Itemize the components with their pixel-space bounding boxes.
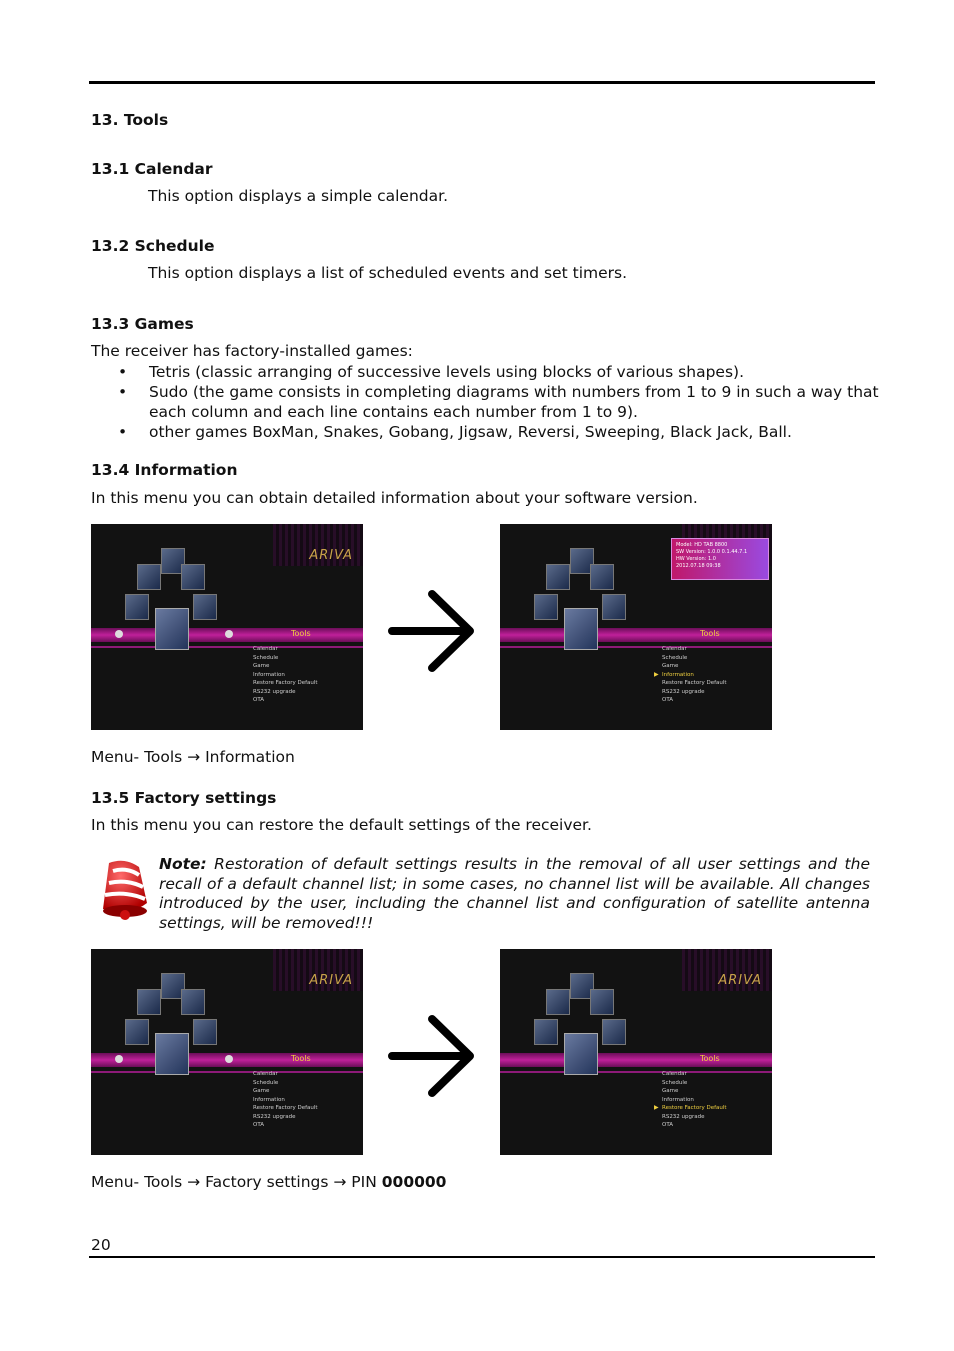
menu-item: Game [662, 1088, 679, 1094]
tile-icon [125, 1019, 149, 1045]
menu-item: Information [253, 671, 285, 678]
tile-icon [590, 564, 614, 590]
screenshot-factory-default [500, 949, 772, 1155]
menu-item: OTA [662, 697, 674, 703]
footer-rule [89, 1256, 875, 1258]
factory-caption: Menu- Tools → Factory settings → PIN 000000 [91, 1173, 447, 1191]
tile-icon [193, 1019, 217, 1045]
menu-item: Information [253, 1096, 285, 1103]
nav-right-icon [225, 1055, 233, 1063]
menu-item: RS232 upgrade [253, 1113, 296, 1120]
tools-label: Tools [700, 1054, 720, 1063]
menu-item: Calendar [253, 646, 278, 652]
section-title-factory: 13.5 Factory settings [91, 789, 277, 807]
bell-icon [95, 857, 157, 921]
tile-icon [181, 564, 205, 590]
tools-menu [654, 645, 727, 705]
toolbox-icon [564, 608, 598, 650]
list-item: • other games BoxMan, Snakes, Gobang, Jigsaw, Reversi, Sweeping, Black Jack, Ball. [118, 423, 792, 441]
tile-icon [181, 989, 205, 1015]
tools-menu [253, 645, 318, 705]
menu-item: Schedule [253, 1079, 279, 1086]
menu-item: RS232 upgrade [662, 688, 705, 695]
tile-icon [590, 989, 614, 1015]
nav-left-icon [115, 1055, 123, 1063]
right-arrow-icon [388, 1013, 478, 1099]
menu-item: Game [253, 1088, 270, 1094]
tools-label: Tools [291, 1054, 311, 1063]
screenshot-information [500, 524, 772, 730]
menu-item-selected: ▶ Information [654, 670, 694, 678]
tile-icon [546, 989, 570, 1015]
menu-item: RS232 upgrade [253, 688, 296, 695]
right-arrow-icon [388, 588, 478, 674]
menu-item-selected: ▶ Restore Factory Default [654, 1104, 727, 1111]
menu-item: Schedule [662, 654, 688, 661]
tile-icon [137, 564, 161, 590]
section-title-schedule: 13.2 Schedule [91, 237, 215, 255]
tile-icon [546, 564, 570, 590]
menu-item: OTA [253, 1122, 265, 1128]
section-title-tools: 13. Tools [91, 111, 169, 129]
tools-menu [654, 1070, 727, 1130]
tools-label: Tools [700, 629, 720, 638]
section-title-calendar: 13.1 Calendar [91, 160, 213, 178]
menu-item: Restore Factory Default [662, 680, 727, 686]
tools-label: Tools [291, 629, 311, 638]
calendar-text: This option displays a simple calendar. [148, 187, 448, 205]
page-number: 20 [91, 1236, 111, 1254]
menu-item: Restore Factory Default [253, 1105, 318, 1111]
list-item: • Tetris (classic arranging of successive levels using blocks of various shapes). [118, 363, 745, 381]
menu-item: Schedule [662, 1079, 688, 1086]
toolbox-icon [155, 608, 189, 650]
tile-icon [602, 594, 626, 620]
menu-item: Schedule [253, 654, 279, 661]
menu-item: Calendar [253, 1071, 278, 1077]
tools-menu [253, 1070, 318, 1130]
toolbox-icon [155, 1033, 189, 1075]
brand-logo: ARIVA [309, 548, 353, 563]
menu-item: Calendar [662, 1071, 687, 1077]
list-item: • Sudo (the game consists in completing diagrams with numbers from 1 to 9 in such a way that each column and each line contains each number from 1 to 9). [118, 383, 879, 421]
menu-item: Game [253, 663, 270, 669]
information-text: In this menu you can obtain detailed information about your software version. [91, 489, 698, 507]
games-list [91, 362, 881, 442]
information-caption: Menu- Tools → Information [91, 748, 295, 766]
menu-item: Restore Factory Default [253, 680, 318, 686]
tile-icon [125, 594, 149, 620]
menu-item: RS232 upgrade [662, 1113, 705, 1120]
menu-item: Game [662, 663, 679, 669]
tile-icon [602, 1019, 626, 1045]
screenshot-tools-menu [91, 524, 363, 730]
brand-logo: ARIVA [309, 973, 353, 988]
menu-item: Information [662, 1096, 694, 1103]
section-title-games: 13.3 Games [91, 315, 194, 333]
schedule-text: This option displays a list of scheduled events and set timers. [148, 264, 628, 282]
nav-left-icon [115, 630, 123, 638]
pin-code: 000000 [381, 1173, 447, 1191]
factory-text: In this menu you can restore the default settings of the receiver. [91, 816, 592, 834]
games-intro: The receiver has factory-installed games: [91, 342, 413, 360]
tile-icon [193, 594, 217, 620]
info-panel: Model: HD TAB 8800 SW Version: 1.0.0 0.1.44.7.1 HW Version: 1.0 2012.07.18 09:38 [671, 538, 769, 580]
brand-logo: ARIVA [718, 973, 762, 988]
note-text: Note: Restoration of default settings results in the removal of all user settings and the recall of a default channel list; in some cases, no channel list will be available. All changes introduced by the user, including the channel list and configuration of satellite antenna settings, will be removed!!! [159, 855, 870, 932]
tile-icon [534, 594, 558, 620]
toolbox-icon [564, 1033, 598, 1075]
section-title-information: 13.4 Information [91, 461, 238, 479]
tile-icon [534, 1019, 558, 1045]
menu-item: OTA [662, 1122, 674, 1128]
note-label: Note: [159, 855, 207, 873]
menu-item: OTA [253, 697, 265, 703]
screenshot-tools-menu-2 [91, 949, 363, 1155]
tile-icon [137, 989, 161, 1015]
menu-item: Calendar [662, 646, 687, 652]
nav-right-icon [225, 630, 233, 638]
header-rule [89, 81, 875, 84]
